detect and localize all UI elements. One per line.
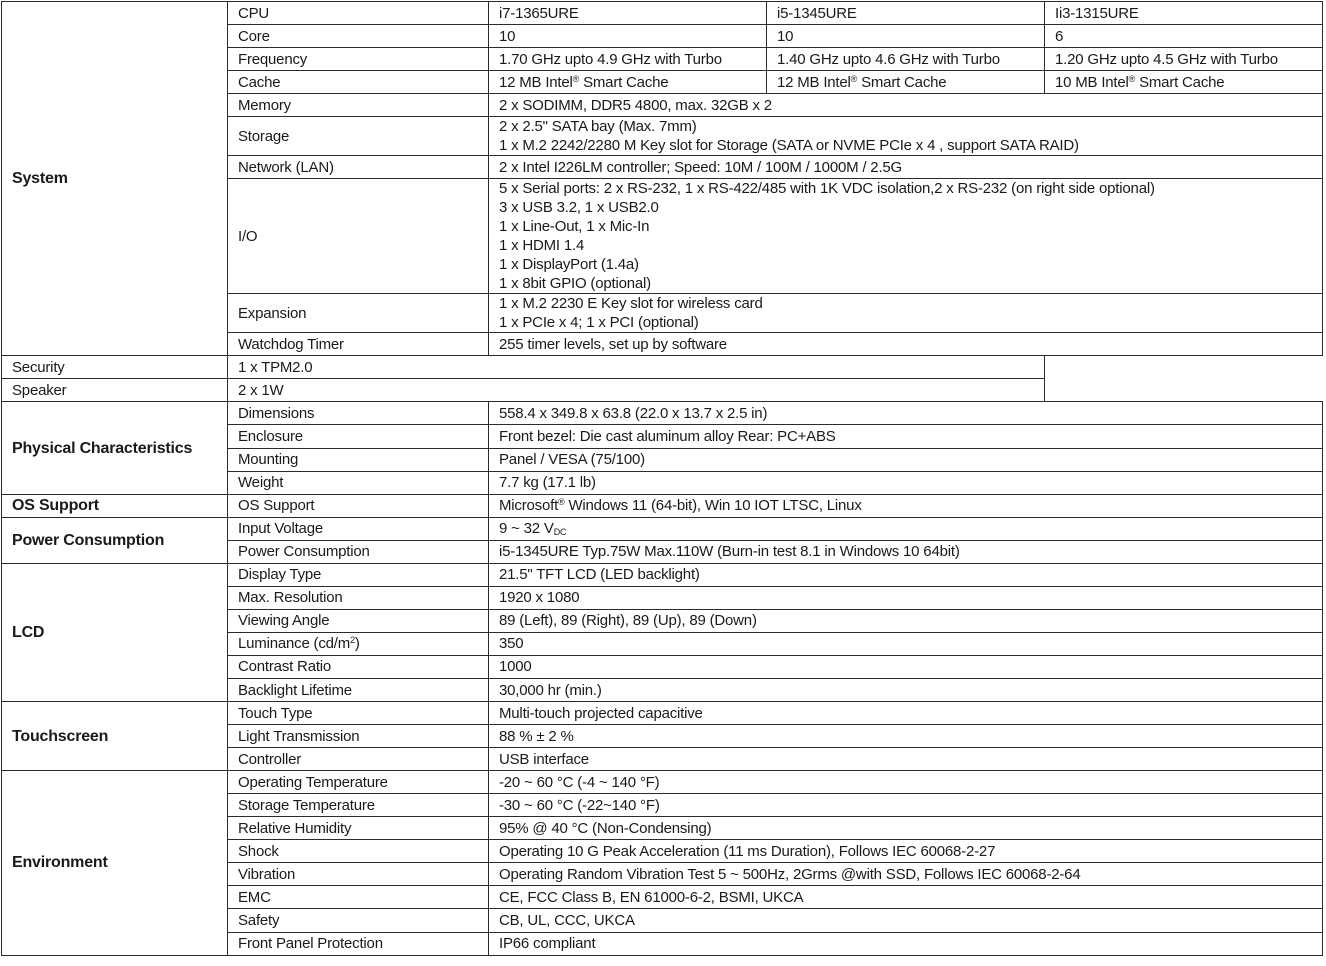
spec-value: 1.20 GHz upto 4.5 GHz with Turbo [1045,48,1323,71]
spec-label: Security [2,356,228,379]
spec-value: 2 x SODIMM, DDR5 4800, max. 32GB x 2 [489,94,1323,117]
spec-label: Contrast Ratio [228,655,489,678]
spec-row-touch-type [2,702,1323,725]
spec-label: Weight [228,471,489,494]
spec-label: CPU [228,2,489,25]
spec-label: Max. Resolution [228,586,489,609]
spec-value: 1 x M.2 2230 E Key slot for wireless card 1 x PCIe x 4; 1 x PCI (optional) [489,294,1323,333]
spec-value: CE, FCC Class B, EN 61000-6-2, BSMI, UKCA [489,886,1323,909]
spec-label: Input Voltage [228,517,489,540]
spec-value: Front bezel: Die cast aluminum alloy Rear: PC+ABS [489,425,1323,448]
spec-label: Shock [228,840,489,863]
spec-value: IP66 compliant [489,932,1323,955]
spec-value: 350 [489,632,1323,655]
spec-value: 30,000 hr (min.) [489,678,1323,701]
spec-label: Luminance $(cd/m^2)$ [228,632,489,655]
spec-label: Enclosure [228,425,489,448]
spec-label: Touch Type [228,702,489,725]
spec-label: Controller [228,748,489,771]
spec-label: Expansion [228,294,489,333]
spec-value: 7.7 kg (17.1 lb) [489,471,1323,494]
spec-value: 89 (Left), 89 (Right), 89 (Up), 89 (Down) [489,609,1323,632]
spec-value: USB interface [489,748,1323,771]
spec-row-speaker [2,379,1323,402]
spec-value: 9 ~ 32 $V_{DC}$ [489,517,1323,540]
spec-label: Mounting [228,448,489,471]
spec-value: i5-1345URE [767,2,1045,25]
spec-value: i5-1345URE Typ.75W Max.110W (Burn-in test 8.1 in Windows 10 64bit) [489,540,1323,563]
spec-row-operating-temperature [2,771,1323,794]
spec-label: Light Transmission [228,725,489,748]
category-touchscreen: Touchscreen [2,702,228,771]
spec-value: 1.70 GHz upto 4.9 GHz with Turbo [489,48,767,71]
spec-label: Memory [228,94,489,117]
spec-label: Watchdog Timer [228,333,489,356]
category-physical: Physical Characteristics [2,402,228,494]
spec-value: 2 x 2.5" SATA bay (Max. 7mm) 1 x M.2 2242/2280 M Key slot for Storage (SATA or NVME PCIe x 4 , support SATA RAID) [489,117,1323,156]
spec-value: 21.5" TFT LCD (LED backlight) [489,563,1323,586]
spec-value: -30 ~ 60 °C (-22~140 °F) [489,794,1323,817]
spec-value: 12 MB Intel® Smart Cache [767,71,1045,94]
spec-label: Safety [228,909,489,932]
spec-label: Viewing Angle [228,609,489,632]
spec-label: Dimensions [228,402,489,425]
spec-value: 95% @ 40 °C (Non-Condensing) [489,817,1323,840]
spec-label: Storage Temperature [228,794,489,817]
spec-row-dimensions [2,402,1323,425]
spec-value: Operating 10 G Peak Acceleration (11 ms Duration), Follows IEC 60068-2-27 [489,840,1323,863]
category-power: Power Consumption [2,517,228,563]
spec-label: OS Support [228,494,489,517]
spec-row-cpu [2,2,1323,25]
spec-label: Front Panel Protection [228,932,489,955]
spec-value: Microsoft® Windows 11 (64-bit), Win 10 IOT LTSC, Linux [489,494,1323,517]
spec-value: 2 x Intel I226LM controller; Speed: 10M / 100M / 1000M / 2.5G [489,156,1323,179]
spec-value: -20 ~ 60 °C (-4 ~ 140 °F) [489,771,1323,794]
spec-label: Operating Temperature [228,771,489,794]
spec-label: Cache [228,71,489,94]
spec-label: Vibration [228,863,489,886]
spec-label: Relative Humidity [228,817,489,840]
spec-value: 2 x 1W [228,379,1045,402]
spec-label: EMC [228,886,489,909]
spec-value: Multi-touch projected capacitive [489,702,1323,725]
spec-row-input-voltage [2,517,1323,540]
category-environment: Environment [2,771,228,955]
spec-row-security [2,356,1323,379]
category-lcd: LCD [2,563,228,701]
spec-value: 10 [767,25,1045,48]
spec-value: 6 [1045,25,1323,48]
category-system: System [2,2,228,356]
spec-value: Operating Random Vibration Test 5 ~ 500Hz, 2Grms @with SSD, Follows IEC 60068-2-64 [489,863,1323,886]
spec-value: 558.4 x 349.8 x 63.8 (22.0 x 13.7 x 2.5 in) [489,402,1323,425]
spec-label: I/O [228,179,489,294]
spec-value: 10 [489,25,767,48]
spec-value: 1.40 GHz upto 4.6 GHz with Turbo [767,48,1045,71]
spec-label: Frequency [228,48,489,71]
spec-value: Ii3-1315URE [1045,2,1323,25]
spec-label: Speaker [2,379,228,402]
spec-row-display-type [2,563,1323,586]
category-os: OS Support [2,494,228,517]
spec-table [1,1,1323,956]
spec-label: Display Type [228,563,489,586]
spec-value: 255 timer levels, set up by software [489,333,1323,356]
spec-value: 1000 [489,655,1323,678]
spec-value: 5 x Serial ports: 2 x RS-232, 1 x RS-422/485 with 1K VDC isolation,2 x RS-232 (on right side optional) 3 x USB 3.2, 1 x USB2.0 1 x Line-Out, 1 x Mic-In 1 x HDMI 1.4 1 x DisplayPort (1.4a) 1 x 8bit GPIO (optional) [489,179,1323,294]
spec-label: Storage [228,117,489,156]
spec-value: CB, UL, CCC, UKCA [489,909,1323,932]
spec-value: Panel / VESA (75/100) [489,448,1323,471]
spec-value: i7-1365URE [489,2,767,25]
spec-label: Network (LAN) [228,156,489,179]
spec-value: 1920 x 1080 [489,586,1323,609]
spec-value: 1 x TPM2.0 [228,356,1045,379]
spec-label: Backlight Lifetime [228,678,489,701]
spec-row-os [2,494,1323,517]
spec-value: 10 MB Intel® Smart Cache [1045,71,1323,94]
spec-value: 12 MB Intel® Smart Cache [489,71,767,94]
spec-value: 88 % ± 2 % [489,725,1323,748]
spec-label: Power Consumption [228,540,489,563]
spec-label: Core [228,25,489,48]
